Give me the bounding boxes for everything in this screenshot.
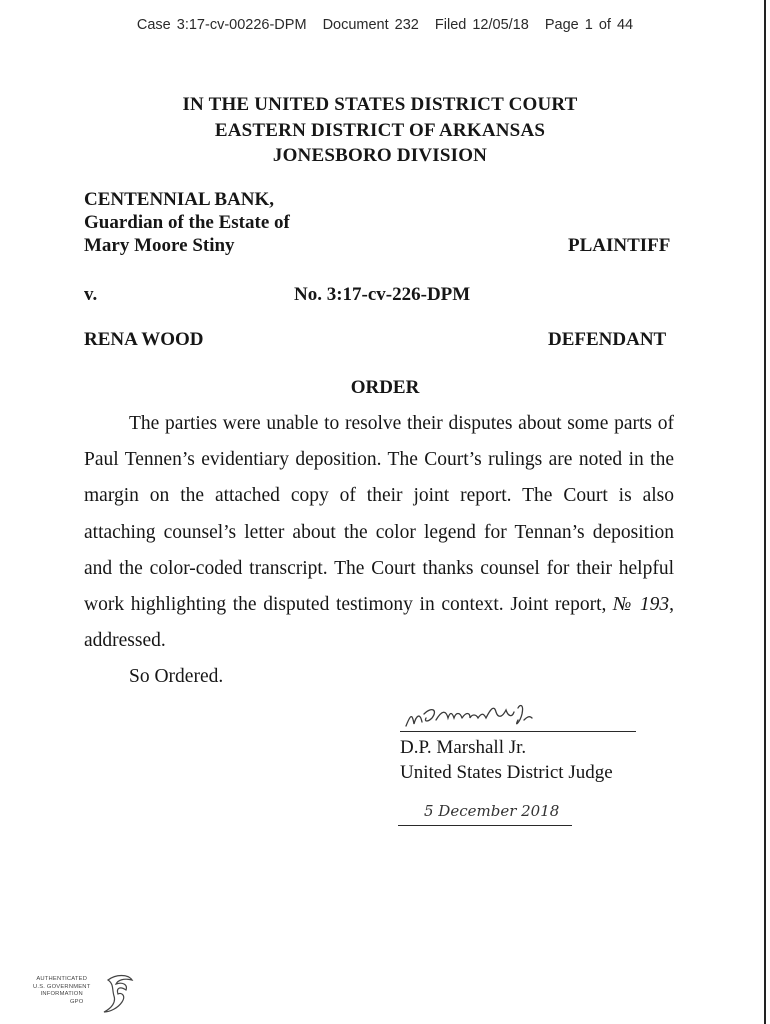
- closing-line: So Ordered.: [129, 666, 224, 688]
- plaintiff-name: CENTENNIAL BANK,: [84, 189, 275, 210]
- date-line: [398, 825, 572, 826]
- ecf-header-stamp: [0, 17, 770, 33]
- document-number: Document 232: [322, 17, 419, 33]
- gpo-seal: [30, 972, 140, 1016]
- page-edge-rule: [764, 0, 766, 1024]
- gpo-seal-text: AUTHENTICATED U.S. GOVERNMENT INFORMATION GPO: [33, 976, 91, 1005]
- defendant-name: RENA WOOD: [84, 329, 204, 350]
- case-number: No. 3:17-cv-226-DPM: [294, 284, 471, 305]
- order-body: [84, 406, 674, 696]
- eagle-icon: [102, 972, 136, 1016]
- order-text: The parties were unable to resolve their disputes about some parts of Paul Tennen’s evidentiary deposition. The Court’s rulings are noted in the margin on the attached copy of their joint report. The Court is also attaching counsel’s letter about the color legend for Tennan’s deposition and the color-coded transcript. The Court thanks counsel for their helpful work highlighting the disputed testimony in context. Joint report,: [84, 413, 674, 616]
- defendant-role: DEFENDANT: [548, 329, 667, 350]
- plaintiff-capacity: Guardian of the Estate of: [84, 212, 290, 233]
- signature-line: [400, 731, 636, 732]
- court-heading: [80, 92, 680, 169]
- docket-reference: № 193: [613, 594, 670, 616]
- judge-name: D.P. Marshall Jr.: [400, 737, 527, 758]
- plaintiff-estate: Mary Moore Stiny: [84, 235, 235, 256]
- order-paragraph: [84, 406, 674, 659]
- handwritten-signature-icon: [402, 700, 577, 732]
- handwritten-date: 5 December 2018: [424, 802, 560, 820]
- plaintiff-role: PLAINTIFF: [568, 235, 671, 256]
- filed-date: Filed 12/05/18: [434, 17, 529, 33]
- court-name: IN THE UNITED STATES DISTRICT COURT: [182, 94, 578, 115]
- district-name: EASTERN DISTRICT OF ARKANSAS: [214, 119, 546, 141]
- versus: v.: [84, 284, 98, 305]
- case-id: Case 3:17-cv-00226-DPM: [136, 17, 307, 33]
- judge-title: United States District Judge: [400, 762, 613, 783]
- division-name: JONESBORO DIVISION: [272, 145, 488, 166]
- order-title: ORDER: [350, 377, 420, 398]
- page-count: Page 1 of 44: [544, 17, 634, 33]
- order-text-end: , addressed.: [84, 594, 674, 652]
